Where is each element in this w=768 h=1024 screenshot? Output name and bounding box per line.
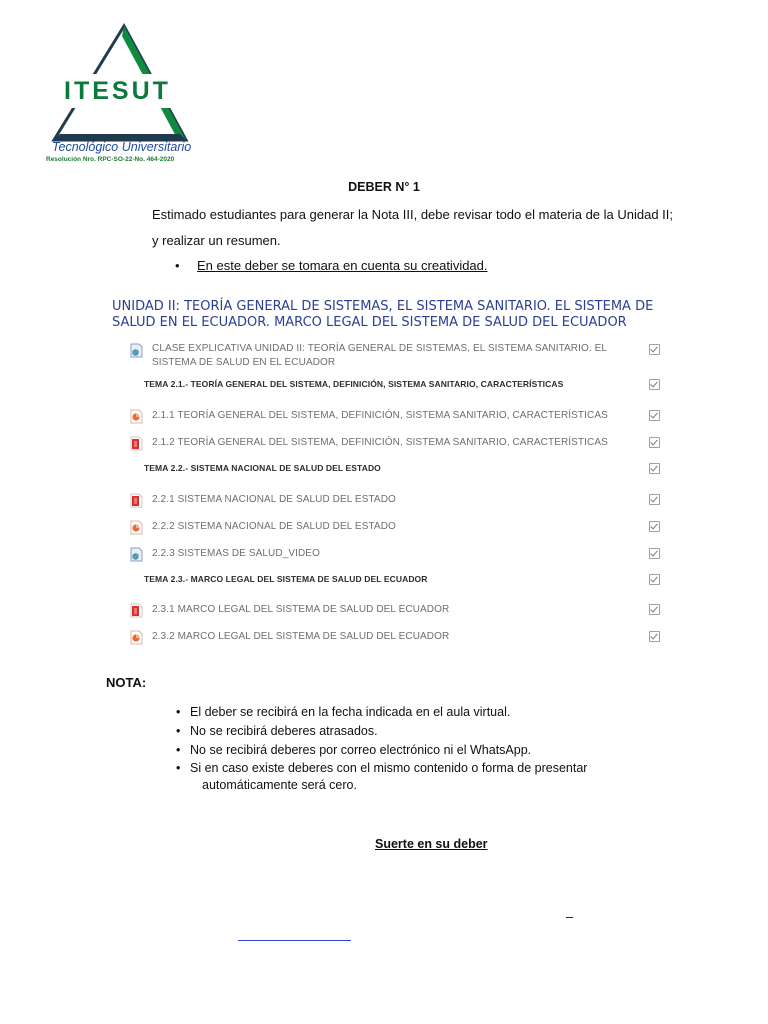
logo-subtitle: Tecnológico Universitario: [52, 140, 192, 154]
resource-item[interactable]: [130, 343, 660, 368]
completion-checkbox-icon[interactable]: [649, 604, 660, 615]
resource-label: CLASE EXPLICATIVA UNIDAD II: TEORÍA GENERAL DE SISTEMAS, EL SISTEMA SANITARIO. EL SISTEMA DE SALUD EN EL ECUADOR: [152, 343, 607, 368]
document-title: DEBER N° 1: [348, 180, 420, 194]
resource-label: 2.2.3 SISTEMAS DE SALUD_VIDEO: [152, 548, 320, 559]
resource-label: 2.2.1 SISTEMA NACIONAL DE SALUD DEL ESTADO: [152, 494, 396, 505]
creativity-bullet: [175, 258, 488, 273]
completion-checkbox-icon[interactable]: [649, 521, 660, 532]
resource-item[interactable]: [130, 493, 660, 509]
resource-label: 2.3.1 MARCO LEGAL DEL SISTEMA DE SALUD DEL ECUADOR: [152, 604, 450, 615]
pdf-file-icon: [130, 603, 143, 618]
powerpoint-file-icon: [130, 520, 143, 535]
completion-checkbox-icon[interactable]: [649, 494, 660, 505]
topic-label: TEMA 2.1.- TEORÍA GENERAL DEL SISTEMA, DEFINICIÓN, SISTEMA SANITARIO, CARACTERÍSTICAS: [144, 379, 564, 389]
nota-list: [176, 703, 616, 794]
nota-item: • No se recibirá deberes por correo electrónico ni el WhatsApp.: [176, 741, 616, 760]
video-file-icon: [130, 547, 143, 562]
topic-label: TEMA 2.3.- MARCO LEGAL DEL SISTEMA DE SALUD DEL ECUADOR: [144, 574, 428, 584]
resource-item[interactable]: [130, 603, 660, 619]
completion-checkbox-icon[interactable]: [649, 344, 660, 355]
resource-item[interactable]: [130, 520, 660, 536]
completion-checkbox-icon[interactable]: [649, 410, 660, 421]
underline-mark: [566, 917, 573, 918]
nota-title: NOTA:: [106, 675, 147, 690]
resource-item[interactable]: [130, 547, 660, 563]
topic-header[interactable]: [130, 462, 660, 478]
logo-title: ITESUT: [64, 77, 171, 105]
resource-item[interactable]: [130, 409, 660, 425]
powerpoint-file-icon: [130, 630, 143, 645]
video-file-icon: [130, 343, 143, 358]
nota-item-line-2: automáticamente será cero.: [202, 778, 357, 792]
blue-underline-link[interactable]: [238, 940, 351, 941]
creativity-text: En este deber se tomara en cuenta su creatividad.: [197, 258, 488, 273]
resource-label: 2.3.2 MARCO LEGAL DEL SISTEMA DE SALUD DEL ECUADOR: [152, 631, 450, 642]
resource-label: 2.1.1 TEORÍA GENERAL DEL SISTEMA, DEFINICIÓN, SISTEMA SANITARIO, CARACTERÍSTICAS: [152, 410, 608, 421]
resource-label: 2.1.2 TEORÍA GENERAL DEL SISTEMA, DEFINICIÓN, SISTEMA SANITARIO, CARACTERÍSTICAS: [152, 437, 608, 448]
completion-checkbox-icon[interactable]: [649, 631, 660, 642]
nota-item: • No se recibirá deberes atrasados.: [176, 722, 616, 741]
nota-item-line-1: • Si en caso existe deberes con el mismo contenido o forma de presentar: [190, 761, 588, 775]
resource-label: 2.2.2 SISTEMA NACIONAL DE SALUD DEL ESTADO: [152, 521, 396, 532]
completion-checkbox-icon[interactable]: [649, 463, 660, 474]
pdf-file-icon: [130, 436, 143, 451]
intro-line-2: y realizar un resumen.: [152, 233, 281, 248]
closing-text: Suerte en su deber: [375, 837, 488, 851]
nota-item: • El deber se recibirá en la fecha indicada en el aula virtual.: [176, 703, 616, 722]
resource-item[interactable]: [130, 630, 660, 646]
completion-checkbox-icon[interactable]: [649, 548, 660, 559]
pdf-file-icon: [130, 493, 143, 508]
intro-line-1: Estimado estudiantes para generar la Nota III, debe revisar todo el materia de la Unidad II;: [152, 207, 674, 222]
topic-header[interactable]: [130, 573, 660, 589]
powerpoint-file-icon: [130, 409, 143, 424]
bullet-icon: •: [175, 258, 180, 273]
resource-item[interactable]: [130, 436, 660, 452]
completion-checkbox-icon[interactable]: [649, 437, 660, 448]
logo-resolution: Resolución Nro. RPC-SO-22-No. 464-2020: [46, 156, 175, 163]
completion-checkbox-icon[interactable]: [649, 574, 660, 585]
itesut-logo: [44, 22, 194, 172]
nota-item: [176, 760, 616, 794]
completion-checkbox-icon[interactable]: [649, 379, 660, 390]
topic-label: TEMA 2.2.- SISTEMA NACIONAL DE SALUD DEL ESTADO: [144, 463, 381, 473]
topic-header[interactable]: [130, 378, 660, 394]
unit-title: UNIDAD II: TEORÍA GENERAL DE SISTEMAS, EL SISTEMA SANITARIO. EL SISTEMA DE SALUD EN EL ECUADOR. MARCO LEGAL DEL SISTEMA DE SALUD DEL ECUADOR: [112, 299, 654, 330]
